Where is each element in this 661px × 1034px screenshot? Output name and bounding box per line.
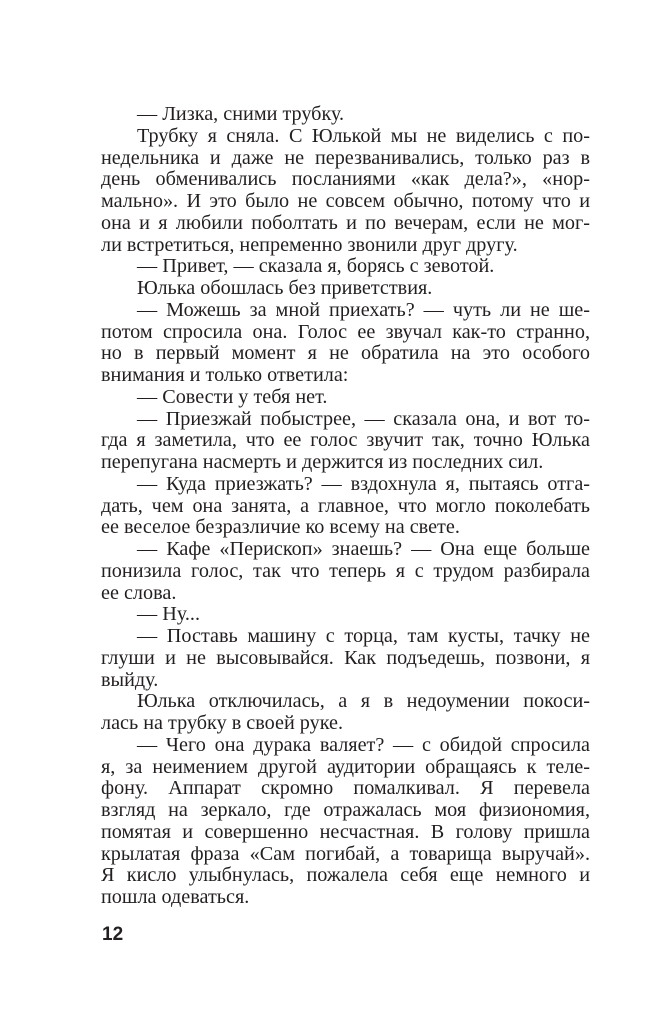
text-line: недельника и даже не перезванивались, только раз в [101,146,590,169]
text-line: — Поставь машину с торца, там кусты, тачку не [137,625,590,647]
text-line: перепугана насмерть и держится из последних сил. [101,451,544,473]
paragraph [101,539,590,604]
paragraph [101,104,590,126]
text-line: она и я любили поболтать и по вечерам, если не мог- [101,211,590,234]
text-line: Юлька отключилась, а я в недоумении покоси- [137,690,590,713]
text-line: я, за неимением другой аудитории обращаясь к теле- [101,755,590,778]
page-number: 12 [102,924,124,945]
paragraph [101,278,590,300]
text-line: мально». И это было не совсем обычно, потому что и [101,190,590,212]
paragraph [101,387,590,409]
text-line: но в первый момент я не обратила на это особого [101,342,590,365]
text-line: — Совести у тебя нет. [137,385,328,408]
paragraph [101,626,590,691]
paragraph [101,126,590,257]
text-line: — Ну... [137,603,201,626]
paragraph [101,474,590,539]
text-line: лась на трубку в своей руке. [101,712,344,734]
text-line: ее веселое безразличие ко всему на свете. [101,516,460,539]
text-line: выйду. [101,668,159,691]
text-line: ее слова. [101,581,177,604]
text-line: глуши и не высовывайся. Как подъедешь, позвони, я [101,646,590,669]
text-line: фону. Аппарат скромно помалкивал. Я перевела [101,777,590,800]
text-line: — Привет, — сказала я, борясь с зевотой. [137,255,495,278]
text-line: — Приезжай побыстрее, — сказала она, и вот то- [137,407,590,430]
text-line: понизила голос, так что теперь я с трудом разбирала [101,559,590,582]
text-line: Я кисло улыбнулась, пожалела себя еще немного и [101,864,590,887]
text-line: помятая и совершенно несчастная. В голову пришла [101,820,590,843]
text-line: дать, чем она занята, а главное, что могло поколебать [101,494,590,517]
paragraph [101,256,590,278]
paragraph [101,300,590,387]
text-line: — Лизка, сними трубку. [137,103,345,125]
paragraph [101,735,590,909]
text-line: — Куда приезжать? — вздохнула я, пытаясь отга- [137,472,590,495]
text-line: пошла одеваться. [101,886,250,908]
text-line: — Чего она дурака валяет? — с обидой спросила [137,733,590,756]
text-line: день обменивались посланиями «как дела?», «нор- [101,168,590,191]
text-line: потом спросила она. Голос ее звучал как-то странно, [101,320,590,343]
text-line: Трубку я сняла. С Юлькой мы не виделись с по- [137,124,590,147]
text-line: гда я заметила, что ее голос звучит так, точно Юлька [101,429,590,452]
paragraph [101,604,590,626]
page-body [101,104,590,909]
text-line: Юлька обошлась без приветствия. [137,277,433,299]
text-line: внимания и только ответила: [101,364,349,386]
text-line: ли встретиться, непременно звонили друг другу. [101,233,518,256]
text-line: — Можешь за мной приехать? — чуть ли не ше- [137,298,590,321]
paragraph [101,691,590,735]
paragraph [101,409,590,474]
text-line: — Кафе «Перископ» знаешь? — Она еще больше [137,538,590,560]
text-line: взгляд на зеркало, где отражалась моя физиономия, [101,799,590,821]
text-line: крылатая фраза «Сам погибай, а товарища выручай». [101,842,590,865]
